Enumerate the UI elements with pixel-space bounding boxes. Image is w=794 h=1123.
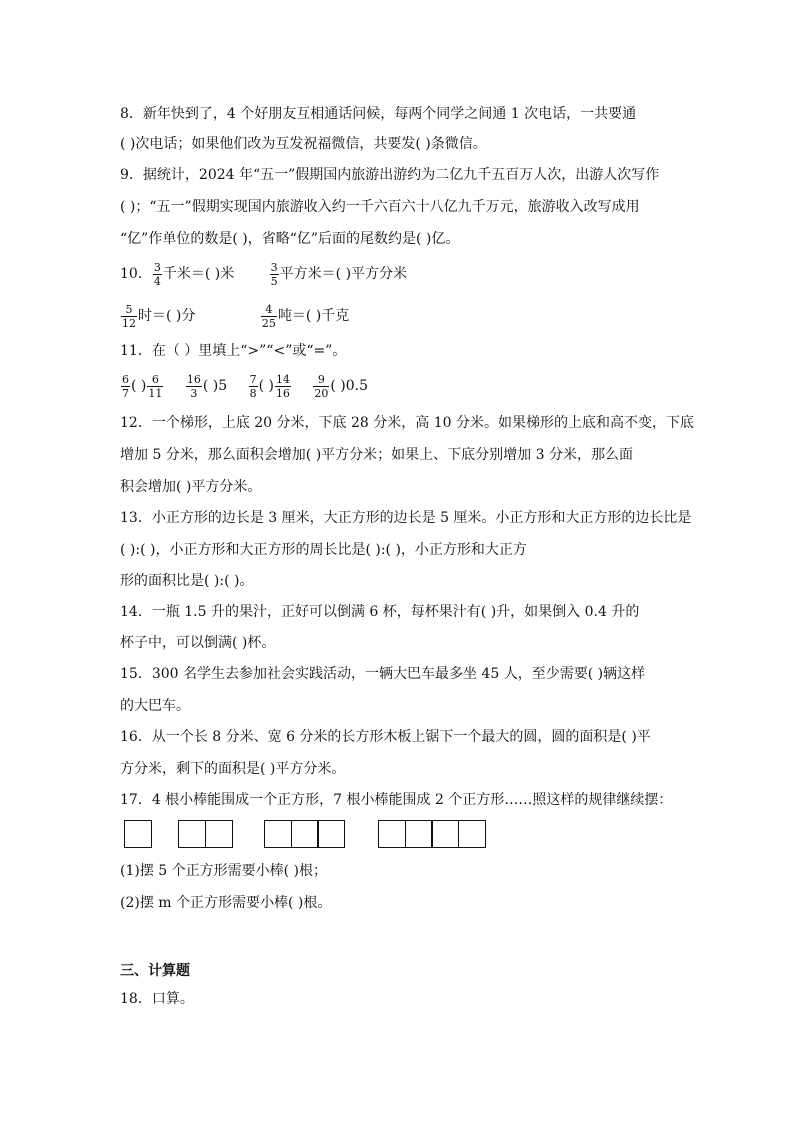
q15-line2: 的大巴车。 <box>120 698 190 714</box>
q9-line2: ( )；“五一”假期实现国内旅游收入约一千六百六十八亿九千万元，旅游收入改写成用 <box>120 199 640 215</box>
q13-line2: ( ):( )，小正方形和大正方形的周长比是( ):( )，小正方形和大正方 <box>120 542 527 558</box>
stick-square <box>317 820 345 848</box>
fraction: $\frac{9}{20}$ <box>314 372 329 400</box>
q14-line2: 杯子中，可以倒满( )杯。 <box>120 635 276 651</box>
square-pattern-4 <box>378 820 486 850</box>
q12-line3: 积会增加( )平方分米。 <box>120 479 262 495</box>
fraction: $\frac{6}{11}$ <box>148 372 163 400</box>
fraction: $\frac{6}{7}$ <box>122 372 129 400</box>
q8-line2: ( )次电话；如果他们改为互发祝福微信，共要发( )条微信。 <box>120 136 487 152</box>
q11-c-blank: ( ) <box>258 378 274 394</box>
q16-line2: 方分米，剩下的面积是( )平方分米。 <box>120 761 346 777</box>
q11-row <box>120 370 368 402</box>
fraction: $\frac{3}{5}$ <box>270 260 278 288</box>
q14-line1: 14．一瓶 1.5 升的果汁，正好可以倒满 6 杯，每杯果汁有( )升，如果倒入 0.4 升的 <box>120 604 640 620</box>
fraction: $\frac{16}{3}$ <box>186 372 201 400</box>
q18-line1: 18．口算。 <box>120 991 194 1007</box>
fraction: $\frac{14}{16}$ <box>275 372 290 400</box>
stick-square <box>205 820 233 848</box>
q13-line1: 13．小正方形的边长是 3 厘米，大正方形的边长是 5 厘米。小正方形和大正方形的边长比是 <box>120 510 692 526</box>
stick-square <box>378 820 406 848</box>
q10-a-text: 千米＝( )米 <box>162 266 235 282</box>
q11-line1: 11．在（ ）里填上“>”“<”或“=”。 <box>120 343 347 359</box>
q16-line1: 16．从一个长 8 分米、宽 6 分米的长方形木板上锯下一个最大的圆，圆的面积是( )平 <box>120 729 651 745</box>
q10-number: 10． <box>120 266 152 282</box>
fraction: $\frac{5}{12}$ <box>122 302 136 330</box>
square-pattern-3 <box>264 820 345 850</box>
q10-row2 <box>120 300 349 332</box>
square-pattern-2 <box>178 820 233 850</box>
section-heading: 三、计算题 <box>120 963 190 979</box>
q8-line1: 8．新年快到了，4 个好朋友互相通话问候，每两个同学之间通 1 次电话，一共要通 <box>120 106 637 122</box>
q9-line1: 9．据统计，2024 年“五一”假期国内旅游出游约为二亿九千五百万人次，出游人次写作 <box>120 167 660 183</box>
fraction: $\frac{3}{4}$ <box>153 260 161 288</box>
stick-square <box>431 820 459 848</box>
q9-line3: “亿”作单位的数是( )，省略“亿”后面的尾数约是( )亿。 <box>120 231 460 247</box>
q10-b-text: 平方米＝( )平方分米 <box>279 266 408 282</box>
stick-square <box>124 820 152 848</box>
fraction: $\frac{7}{8}$ <box>249 372 257 400</box>
q11-d-blank: ( )0.5 <box>330 378 369 394</box>
q12-line2: 增加 5 分米，那么面积会增加( )平方分米；如果上、下底分别增加 3 分米，那么面 <box>120 447 633 463</box>
stick-square <box>405 820 433 848</box>
q10-d-text: 吨＝( )千克 <box>277 308 350 324</box>
q10-row1 <box>120 258 407 290</box>
stick-square <box>291 820 319 848</box>
stick-square <box>178 820 206 848</box>
q17-sub1: (1)摆 5 个正方形需要小棒( )根； <box>120 863 328 879</box>
q17-sub2: (2)摆 m 个正方形需要小棒( )根。 <box>120 895 332 911</box>
stick-square <box>458 820 486 848</box>
q10-c-text: 时＝( )分 <box>138 308 196 324</box>
q13-line3: 形的面积比是( ):( )。 <box>120 573 254 589</box>
q11-b-blank: ( )5 <box>202 378 228 394</box>
square-pattern-1 <box>124 820 152 850</box>
q17-line1: 17．4 根小棒能围成一个正方形，7 根小棒能围成 2 个正方形……照这样的规律继续摆： <box>120 792 673 808</box>
stick-square <box>264 820 292 848</box>
q15-line1: 15．300 名学生去参加社会实践活动，一辆大巴车最多坐 45 人，至少需要( )辆这样 <box>120 666 646 682</box>
fraction: $\frac{4}{25}$ <box>261 302 276 330</box>
q12-line1: 12．一个梯形，上底 20 分米，下底 28 分米，高 10 分米。如果梯形的上底和高不变，下底 <box>120 415 694 431</box>
q11-a-blank: ( ) <box>131 378 147 394</box>
